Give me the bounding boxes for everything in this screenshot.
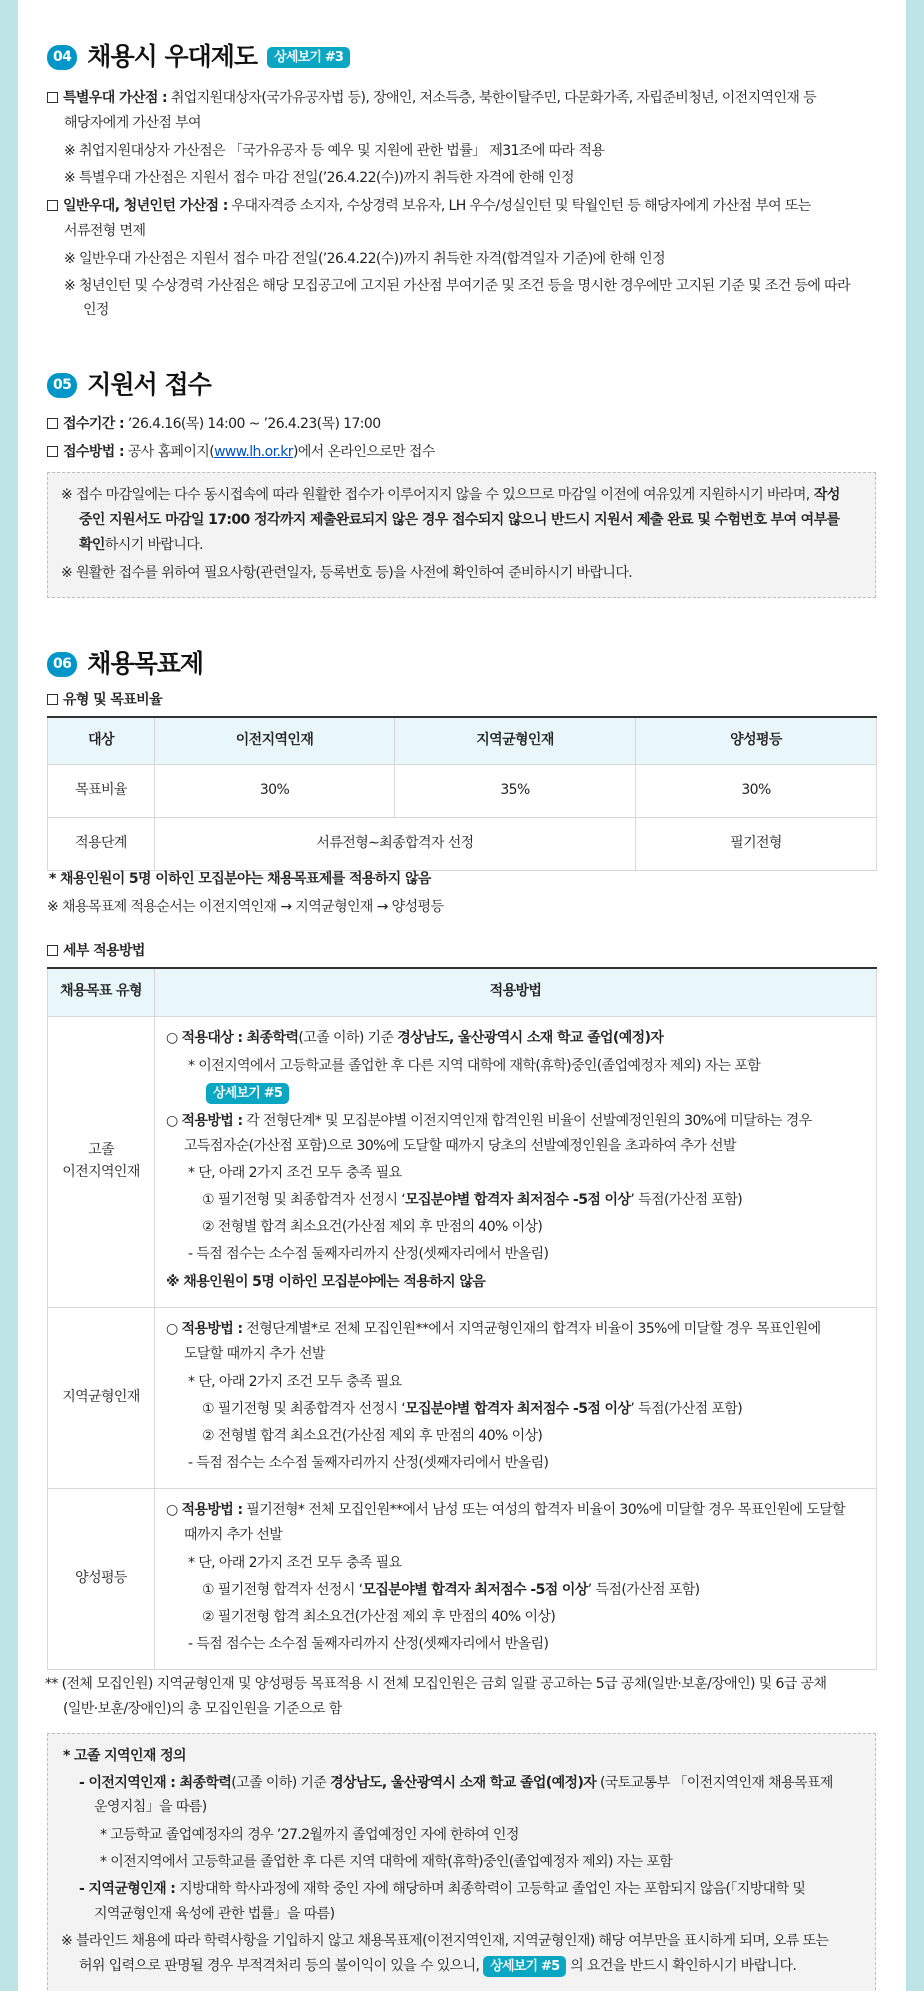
method-text-cont: 도달할 때까지 추가 선발 [184,1345,325,1362]
section-number: 05 [47,373,77,398]
footnote: ** (전체 모집인원) 지역균형인재 및 양성평등 목표적용 시 전체 모집인원은 금회 일괄 공고하는 5급 공채(일반·보훈/장애인) 및 6급 공채 [45,1676,827,1692]
note: ※ 특별우대 가산점은 지원서 접수 마감 전일(’26.4.22(수))까지 취득한 자격에 한해 인정 [64,170,574,186]
notice-text: 하시기 바랍니다. [104,537,204,553]
method-label: 적용방법 : [181,1112,243,1129]
table-header: 양성평등 [636,717,877,764]
section-04-header [47,38,350,77]
row-content: ○ 적용대상 : 최종학력(고졸 이하) 기준 경상남도, 울산광역시 소재 학교 졸업(예정)자 * 이전지역에서 고등학교를 졸업한 후 다른 지역 대학에 재학(휴학)중인(졸업예정자 제외) 자는 포함 상세보기 #5 ○ 적용방법 : 각 전형단계* 및 모집분야별 이전지역인재 합격인원 비율이 선발예정인원의 30%에 미달하는 경우 고득점자순(가산점 포함)으로 30%에 도달할 때까지 당초의 선발예정인원을 초과하여 추가 선발 * 단, 아래 2가지 조건 모두 충족 필요 ① 필기전형 및 최종합격자 선정시 ‘모집분야별 합격자 최저점수 -5점 이상’ 득점(가산점 포함) ② 전형별 합격 최소요건(가산점 제외 후 만점의 40% 이상) - 득점 점수는 소수점 둘째자리까지 산정(셋째자리에서 반올림) ※ 채용인원이 5명 이하인 모집분야에는 적용하지 않음 [155,1016,877,1307]
definition-bold: 경상남도, 울산광역시 소재 학교 졸업(예정)자 [330,1775,597,1791]
checkbox-square-icon [47,694,58,705]
definition-text: 지방대학 학사과정에 재학 중인 자에 해당하며 최종학력이 고등학교 졸업인 자는 포함되지 않음(「지방대학 및 [175,1881,806,1897]
method-text: (고졸 이하) 기준 [298,1029,398,1046]
method-text: 필기전형* 전체 모집인원**에서 남성 또는 여성의 합격자 비율이 30%에 미달할 경우 목표인원에 도달할 [242,1501,846,1518]
item-label: 특별우대 가산점 : [63,90,168,106]
detail-badge[interactable]: 상세보기 #5 [206,1083,289,1104]
table-cell: 30% [636,764,877,817]
note: * 채용인원이 5명 이하인 모집분야는 채용목표제를 적용하지 않음 [49,871,431,887]
method-sub: * 단, 아래 2가지 조건 모두 충족 필요 [188,1373,402,1390]
method-bold: 모집분야별 합격자 최저점수 -5점 이상 [362,1581,588,1598]
detail-badge[interactable]: 상세보기 #3 [267,47,350,68]
notice-box [47,472,876,598]
item-text: 공사 홈페이지( [123,444,215,460]
method-text: 각 전형단계* 및 모집분야별 이전지역인재 합격인원 비율이 선발예정인원의 30%에 미달하는 경우 [242,1112,812,1129]
method-sub: - 득점 점수는 소수점 둘째자리까지 산정(셋째자리에서 반올림) [188,1454,549,1471]
method-sub: ’ 득점(가산점 포함) [630,1191,743,1208]
item-label: 일반우대, 청년인턴 가산점 : [63,198,228,214]
method-sub: ① 필기전형 및 최종합격자 선정시 ‘ [202,1191,406,1208]
table-header: 지역균형인재 [395,717,636,764]
table-cell: 필기전형 [636,817,877,870]
definition-label: - 이전지역인재 : [79,1775,176,1791]
method-label: 적용방법 : [181,1320,243,1337]
table-cell: 서류전형∼최종합격자 선정 [155,817,636,870]
item-label: 접수기간 : [63,416,124,432]
method-sub: * 단, 아래 2가지 조건 모두 충족 필요 [188,1554,402,1571]
subheading: 유형 및 목표비율 [63,692,163,708]
item-text: 취업지원대상자(국가유공자법 등), 장애인, 저소득층, 북한이탈주민, 다문화가족, 자립준비청년, 이전지역인재 등 [167,90,817,106]
method-label: 적용방법 : [181,1501,243,1518]
method-bold: 모집분야별 합격자 최저점수 -5점 이상 [405,1191,631,1208]
table-cell: 35% [395,764,636,817]
definition-note: ※ 블라인드 채용에 따라 학력사항을 기입하지 않고 채용목표제(이전지역인재, 지역균형인재) 해당 여부만을 표시하게 되며, 오류 또는 [61,1933,829,1949]
item-text-cont: 서류전형 면제 [64,223,146,239]
notice-bold: 중인 지원서도 마감일 17:00 정각까지 제출완료되지 않은 경우 접수되지 않으니 반드시 지원서 제출 완료 및 수험번호 부여 여부를 [79,512,840,528]
item-text-cont: 해당자에게 가산점 부여 [64,115,201,131]
method-text-cont: 때까지 추가 선발 [184,1526,283,1543]
section-number: 04 [47,45,77,70]
footnote-cont: (일반·보훈/장애인)의 총 모집인원을 기준으로 함 [63,1701,342,1717]
section-title: 지원서 접수 [87,370,211,399]
section-title: 채용목표제 [87,649,204,678]
homepage-link[interactable]: www.lh.or.kr [214,444,293,460]
method-sub: ① 필기전형 및 최종합격자 선정시 ‘ [202,1400,406,1417]
page-frame [18,0,906,1991]
row-label: 지역균형인재 [48,1307,155,1488]
row-content: ○ 적용방법 : 필기전형* 전체 모집인원**에서 남성 또는 여성의 합격자 비율이 30%에 미달할 경우 목표인원에 도달할 때까지 추가 선발 * 단, 아래 2가지 조건 모두 충족 필요 ① 필기전형 합격자 선정시 ‘모집분야별 합격자 최저점수 -5점 이상’ 득점(가산점 포함) ② 필기전형 합격 최소요건(가산점 제외 후 만점의 40% 이상) - 득점 점수는 소수점 둘째자리까지 산정(셋째자리에서 반올림) [155,1488,877,1669]
method-bold: 경상남도, 울산광역시 소재 학교 졸업(예정)자 [397,1029,664,1046]
notice-text: ※ 접수 마감일에는 다수 동시접속에 따라 원활한 접수가 이루어지지 않을 수 있으므로 마감일 이전에 여유있게 지원하시기 바라며, [61,487,810,503]
method-sub: * 이전지역에서 고등학교를 졸업한 후 다른 지역 대학에 재학(휴학)중인(졸업예정자 제외) 자는 포함 [188,1057,761,1074]
method-text-cont: 고득점자순(가산점 포함)으로 30%에 도달할 때까지 당초의 선발예정인원을 초과하여 추가 선발 [184,1137,736,1154]
section-06-header [47,645,203,684]
note-cont: 인정 [83,302,109,318]
note: ※ 일반우대 가산점은 지원서 접수 마감 전일(’26.4.22(수))까지 취득한 자격(합격일자 기준)에 한해 인정 [64,251,666,267]
method-text: 전형단계별*로 전체 모집인원**에서 지역균형인재의 합격자 비율이 35%에 미달할 경우 목표인원에 [242,1320,821,1337]
notice-text: ※ 원활한 접수를 위하여 필요사항(관련일자, 등록번호 등)을 사전에 확인하여 준비하시기 바랍니다. [61,565,633,581]
target-ratio-table [47,716,877,871]
definition-sub: * 고등학교 졸업예정자의 경우 ’27.2월까지 졸업예정인 자에 한하여 인정 [100,1827,519,1843]
item-text: )에서 온라인으로만 접수 [292,444,435,460]
definition-heading: * 고졸 지역인재 정의 [63,1748,186,1764]
method-bold: 최종학력 [242,1029,299,1046]
table-cell: 목표비율 [48,764,155,817]
definition-note: 의 요건을 반드시 확인하시기 바랍니다. [566,1958,797,1974]
item-label: 접수방법 : [63,444,124,460]
detail-method-table [47,967,877,1670]
table-header: 적용방법 [155,968,877,1016]
row-label-line: 고졸 [88,1141,114,1158]
method-sub: * 단, 아래 2가지 조건 모두 충족 필요 [188,1164,402,1181]
note: ※ 취업지원대상자 가산점은 「국가유공자 등 예우 및 지원에 관한 법률」 제31조에 따라 적용 [64,143,605,159]
checkbox-square-icon [47,418,58,429]
notice-bold: 확인 [79,537,105,553]
method-note: ※ 채용인원이 5명 이하인 모집분야에는 적용하지 않음 [166,1273,486,1290]
note: ※ 채용목표제 적용순서는 이전지역인재 → 지역균형인재 → 양성평등 [47,899,444,915]
definition-text: (고졸 이하) 기준 [231,1775,331,1791]
method-sub: - 득점 점수는 소수점 둘째자리까지 산정(셋째자리에서 반올림) [188,1245,549,1262]
method-bold: 모집분야별 합격자 최저점수 -5점 이상 [405,1400,631,1417]
definition-sub: * 이전지역에서 고등학교를 졸업한 후 다른 지역 대학에 재학(휴학)중인(졸업예정자 제외) 자는 포함 [100,1854,673,1870]
row-content: ○ 적용방법 : 전형단계별*로 전체 모집인원**에서 지역균형인재의 합격자 비율이 35%에 미달할 경우 목표인원에 도달할 때까지 추가 선발 * 단, 아래 2가지 조건 모두 충족 필요 ① 필기전형 및 최종합격자 선정시 ‘모집분야별 합격자 최저점수 -5점 이상’ 득점(가산점 포함) ② 전형별 합격 최소요건(가산점 제외 후 만점의 40% 이상) - 득점 점수는 소수점 둘째자리까지 산정(셋째자리에서 반올림) [155,1307,877,1488]
row-label [48,1016,155,1307]
definition-note: 허위 입력으로 판명될 경우 부적격처리 등의 불이익이 있을 수 있으니, [79,1958,484,1974]
subheading: 세부 적용방법 [63,943,145,959]
definition-label: - 지역균형인재 : [79,1881,176,1897]
row-label: 양성평등 [48,1488,155,1669]
definition-text-cont: 운영지침」을 따름) [94,1799,207,1815]
method-sub: ② 필기전형 합격 최소요건(가산점 제외 후 만점의 40% 이상) [202,1608,556,1625]
checkbox-square-icon [47,200,58,211]
row-label-line: 이전지역인재 [62,1163,140,1180]
method-label: 적용대상 : [181,1029,243,1046]
section-title: 채용시 우대제도 [87,42,258,71]
table-header: 이전지역인재 [155,717,395,764]
table-cell: 적용단계 [48,817,155,870]
notice-bold: 작성 [809,487,840,503]
checkbox-square-icon [47,446,58,457]
table-header: 채용목표 유형 [48,968,155,1016]
definition-text: (국토교통부 「이전지역인재 채용목표제 [596,1775,833,1791]
definition-text-cont: 지역균형인재 육성에 관한 법률」을 따름) [94,1906,335,1922]
period-value: ’26.4.16(목) 14:00 ~ ’26.4.23(목) 17:00 [123,416,381,432]
checkbox-square-icon [47,92,58,103]
detail-badge[interactable]: 상세보기 #5 [483,1956,566,1977]
method-sub: ’ 득점(가산점 포함) [587,1581,700,1598]
definition-bold: 최종학력 [175,1775,232,1791]
method-sub: - 득점 점수는 소수점 둘째자리까지 산정(셋째자리에서 반올림) [188,1635,549,1652]
definition-box [47,1733,876,1991]
section-number: 06 [47,652,77,677]
method-sub: ’ 득점(가산점 포함) [630,1400,743,1417]
table-cell: 30% [155,764,395,817]
method-sub: ② 전형별 합격 최소요건(가산점 제외 후 만점의 40% 이상) [202,1218,543,1235]
table-header: 대상 [48,717,155,764]
item-text: 우대자격증 소지자, 수상경력 보유자, LH 우수/성실인턴 및 탁월인턴 등 해당자에게 가산점 부여 또는 [227,198,811,214]
note: ※ 청년인턴 및 수상경력 가산점은 해당 모집공고에 고지된 가산점 부여기준 및 조건 등을 명시한 경우에만 고지된 기준 및 조건 등에 따라 [64,278,851,294]
section-05-header [47,366,211,405]
method-sub: ① 필기전형 합격자 선정시 ‘ [202,1581,363,1598]
method-sub: ② 전형별 합격 최소요건(가산점 제외 후 만점의 40% 이상) [202,1427,543,1444]
checkbox-square-icon [47,945,58,956]
